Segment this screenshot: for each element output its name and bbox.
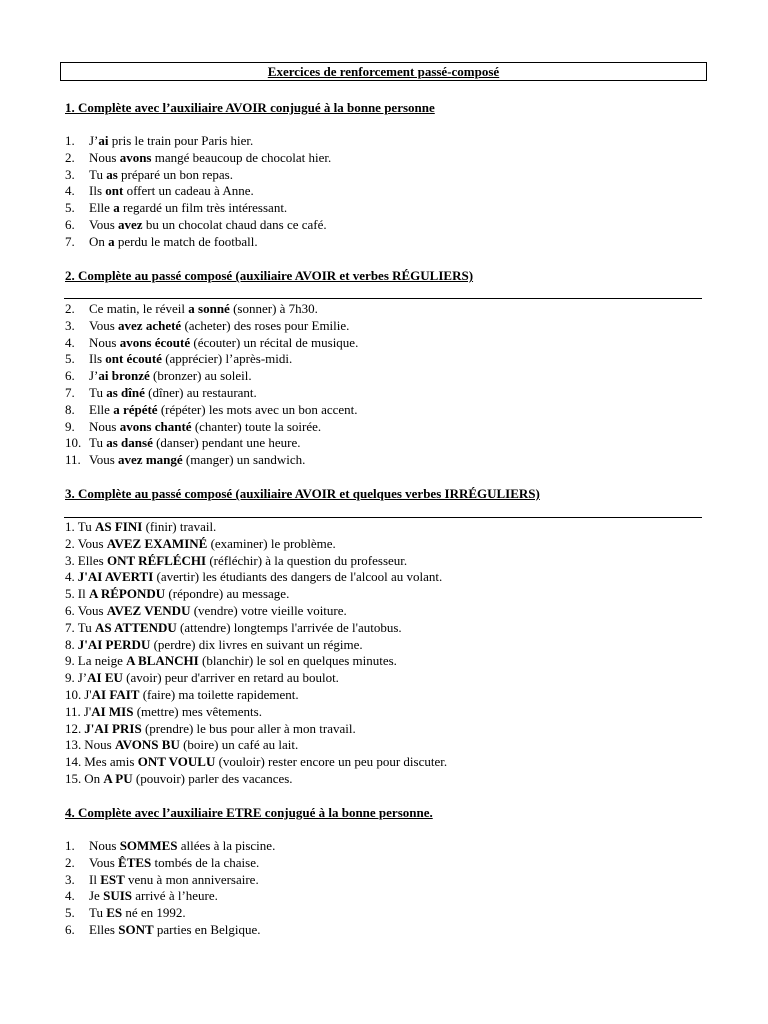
item-number: 8. [65, 401, 75, 417]
item-text-before: Tu [77, 619, 95, 635]
exercise-item [65, 754, 447, 771]
item-answer: A PU [103, 770, 133, 786]
item-number: 9. [65, 670, 75, 686]
item-text-after: préparé un bon repas. [117, 166, 233, 182]
exercise-item [65, 519, 447, 536]
item-number: 4. [65, 569, 75, 585]
item-text-before: Il [89, 871, 101, 887]
item-number: 9. [65, 418, 75, 434]
item-answer: as dansé [106, 435, 153, 451]
item-text-after: (blanchir) le sol en quelques minutes. [198, 653, 397, 669]
item-text-after: (dîner) au restaurant. [144, 384, 257, 400]
exercise-item [65, 637, 447, 654]
item-number: 2. [65, 301, 75, 316]
item-text-after: parties en Belgique. [153, 921, 261, 937]
item-answer: avons chanté [119, 418, 192, 434]
item-number: 7. [65, 233, 75, 249]
item-number: 7. [65, 619, 75, 635]
exercise-item [65, 536, 447, 553]
item-answer: J'AI AVERTI [77, 569, 154, 585]
item-text-before: Tu [89, 435, 107, 451]
answer-line [64, 517, 702, 518]
exercise-item [65, 872, 275, 889]
exercise-item [65, 419, 358, 436]
section-1-heading: 1. Complète avec l’auxiliaire AVOIR conjugué à la bonne personne [65, 100, 435, 115]
exercise-item [65, 301, 358, 318]
exercise-item [65, 620, 447, 637]
item-answer: SONT [118, 921, 154, 937]
exercise-item [65, 200, 331, 217]
item-number: 1. [65, 133, 75, 148]
item-number: 7. [65, 384, 75, 400]
item-number: 1. [65, 838, 75, 853]
item-text-after: (vendre) votre vieille voiture. [190, 602, 347, 618]
item-text-before: Tu [89, 905, 107, 921]
item-text-after: (danser) pendant une heure. [152, 435, 301, 451]
item-text-before: J’ [89, 368, 99, 384]
exercise-item [65, 150, 331, 167]
item-answer: A BLANCHI [126, 653, 199, 669]
item-answer: avons [119, 149, 152, 165]
item-text-after: arrivé à l’heure. [132, 888, 218, 904]
item-text-before: Ce matin, le réveil [89, 301, 189, 316]
item-number: 6. [65, 921, 75, 937]
item-number: 6. [65, 216, 75, 232]
item-text-before: J’ [77, 670, 88, 686]
item-text-after: (perdre) dix livres en suivant un régime. [150, 636, 363, 652]
section-4-heading: 4. Complète avec l’auxiliaire ETRE conjugué à la bonne personne. [65, 805, 433, 820]
item-text-after: tombés de la chaise. [151, 854, 260, 870]
exercise-item [65, 385, 358, 402]
item-number: 2. [65, 854, 75, 870]
section-3-heading: 3. Complète au passé composé (auxiliaire AVOIR et quelques verbes IRRÉGULIERS) [65, 486, 540, 501]
exercise-item [65, 183, 331, 200]
item-answer: AVONS BU [114, 737, 180, 753]
item-text-before: Tu [89, 384, 107, 400]
item-answer: SOMMES [119, 838, 178, 853]
item-number: 1. [65, 519, 75, 534]
item-text-before: Il [77, 586, 89, 602]
item-number: 3. [65, 317, 75, 333]
section-1-list [65, 133, 331, 251]
exercise-item [65, 167, 331, 184]
item-number: 9. [65, 653, 75, 669]
exercise-item [65, 838, 275, 855]
item-number: 5. [65, 200, 75, 216]
item-answer: ES [106, 905, 123, 921]
item-text-before: Elle [89, 200, 114, 216]
page-title: Exercices de renforcement passé-composé [267, 64, 500, 79]
exercise-item [65, 335, 358, 352]
exercise-item [65, 368, 358, 385]
item-answer: avez acheté [118, 317, 182, 333]
item-text-before: J' [84, 686, 92, 702]
item-text-before: Vous [77, 535, 107, 551]
item-text-after: (répéter) les mots avec un bon accent. [157, 401, 358, 417]
exercise-item [65, 133, 331, 150]
section-2-heading: 2. Complète au passé composé (auxiliaire AVOIR et verbes RÉGULIERS) [65, 268, 474, 283]
item-text-after: (examiner) le problème. [207, 535, 336, 551]
item-text-after: (sonner) à 7h30. [229, 301, 318, 316]
item-text-after: bu un chocolat chaud dans ce café. [142, 216, 327, 232]
item-text-before: Elles [77, 552, 107, 568]
item-answer: AS FINI [94, 519, 143, 534]
item-answer: a répété [113, 401, 158, 417]
item-text-before: Tu [89, 166, 107, 182]
exercise-item [65, 452, 358, 469]
exercise-item [65, 603, 447, 620]
item-answer: ai [98, 133, 109, 148]
item-text-before: Vous [77, 602, 107, 618]
item-answer: AI MIS [91, 703, 134, 719]
item-number: 15. [65, 770, 82, 786]
item-number: 10. [65, 686, 82, 702]
exercise-item [65, 553, 447, 570]
item-answer: J'AI PERDU [77, 636, 151, 652]
exercise-item [65, 318, 358, 335]
item-text-after: allées à la piscine. [177, 838, 276, 853]
item-number: 13. [65, 737, 82, 753]
item-answer: A RÉPONDU [88, 586, 166, 602]
item-text-before: Vous [89, 452, 119, 468]
item-answer: ONT VOULU [137, 754, 216, 770]
item-text-before: Tu [77, 519, 95, 534]
exercise-item [65, 586, 447, 603]
item-answer: ont [105, 183, 124, 199]
item-answer: EST [100, 871, 125, 887]
item-text-before: Nous [89, 149, 120, 165]
exercise-item [65, 234, 331, 251]
item-number: 5. [65, 586, 75, 602]
item-text-after: offert un cadeau à Anne. [123, 183, 254, 199]
item-text-after: né en 1992. [122, 905, 186, 921]
item-answer: J'AI PRIS [84, 720, 142, 736]
item-number: 2. [65, 535, 75, 551]
item-text-before: Ils [89, 351, 106, 367]
item-number: 3. [65, 871, 75, 887]
item-answer: ai bronzé [98, 368, 150, 384]
exercise-item [65, 721, 447, 738]
item-number: 6. [65, 602, 75, 618]
item-text-after: (attendre) longtemps l'arrivée de l'autobus. [176, 619, 402, 635]
item-answer: a sonné [188, 301, 230, 316]
exercise-item [65, 888, 275, 905]
item-answer: ont écouté [105, 351, 162, 367]
item-text-after: (finir) travail. [142, 519, 217, 534]
item-text-after: (prendre) le bus pour aller à mon travail. [141, 720, 356, 736]
item-text-before: Elles [89, 921, 119, 937]
item-text-before: Vous [89, 317, 119, 333]
item-text-before: Nous [89, 334, 120, 350]
exercise-item [65, 670, 447, 687]
item-number: 4. [65, 183, 75, 199]
item-text-after: (avoir) peur d'arriver en retard au boulot. [122, 670, 339, 686]
item-text-after: venu à mon anniversaire. [124, 871, 259, 887]
item-number: 11. [65, 452, 81, 468]
item-text-after: (faire) ma toilette rapidement. [139, 686, 299, 702]
item-number: 3. [65, 552, 75, 568]
item-text-after: regardé un film très intéressant. [119, 200, 288, 216]
item-answer: as dîné [106, 384, 145, 400]
section-3-list [65, 519, 447, 788]
item-number: 11. [65, 703, 81, 719]
item-text-after: perdu le match de football. [114, 233, 258, 249]
item-text-before: On [89, 233, 109, 249]
section-2-list [65, 301, 358, 469]
item-text-after: (réfléchir) à la question du professeur. [206, 552, 408, 568]
item-text-before: J' [83, 703, 92, 719]
exercise-item [65, 351, 358, 368]
exercise-item [65, 653, 447, 670]
exercise-item [65, 217, 331, 234]
item-text-before: Mes amis [84, 754, 138, 770]
item-number: 14. [65, 754, 82, 770]
exercise-item [65, 687, 447, 704]
item-number: 6. [65, 368, 75, 384]
item-text-before: J’ [89, 133, 99, 148]
item-text-before: Ils [89, 183, 106, 199]
item-text-before: Vous [89, 216, 119, 232]
item-answer: AI EU [87, 670, 123, 686]
exercise-item [65, 737, 447, 754]
item-answer: AVEZ VENDU [106, 602, 191, 618]
item-text-after: (bronzer) au soleil. [149, 368, 252, 384]
item-number: 2. [65, 149, 75, 165]
item-text-after: mangé beaucoup de chocolat hier. [151, 149, 332, 165]
item-text-before: On [84, 770, 104, 786]
item-answer: AI FAIT [91, 686, 140, 702]
item-number: 12. [65, 720, 82, 736]
item-text-after: (apprécier) l’après-midi. [161, 351, 293, 367]
item-answer: AVEZ EXAMINÉ [106, 535, 208, 551]
item-answer: ONT RÉFLÉCHI [107, 552, 207, 568]
exercise-item [65, 771, 447, 788]
exercise-item [65, 704, 447, 721]
item-text-after: (mettre) mes vêtements. [133, 703, 262, 719]
item-answer: avez [118, 216, 143, 232]
item-text-before: Vous [89, 854, 119, 870]
item-number: 10. [65, 435, 82, 451]
item-text-after: (manger) un sandwich. [182, 452, 306, 468]
item-text-after: (boire) un café au lait. [179, 737, 299, 753]
item-text-before: La neige [77, 653, 127, 669]
item-text-before: Nous [89, 838, 120, 853]
item-number: 5. [65, 351, 75, 367]
item-answer: as [106, 166, 118, 182]
item-text-before: Nous [84, 737, 115, 753]
item-number: 3. [65, 166, 75, 182]
item-answer: SUIS [103, 888, 133, 904]
item-answer: avez mangé [118, 452, 183, 468]
exercise-item [65, 435, 358, 452]
item-text-before: Je [89, 888, 104, 904]
item-answer: a [108, 233, 115, 249]
item-answer: AS ATTENDU [94, 619, 177, 635]
exercise-item [65, 402, 358, 419]
item-text-after: (acheter) des roses pour Emilie. [181, 317, 350, 333]
item-text-before: Elle [89, 401, 114, 417]
item-text-after: (vouloir) rester encore un peu pour discuter. [215, 754, 448, 770]
item-text-after: pris le train pour Paris hier. [108, 133, 254, 148]
item-text-after: (avertir) les étudiants des dangers de l'alcool au volant. [153, 569, 443, 585]
exercise-item [65, 569, 447, 586]
item-text-after: (écouter) un récital de musique. [190, 334, 359, 350]
item-text-after: (pouvoir) parler des vacances. [132, 770, 293, 786]
item-number: 8. [65, 636, 75, 652]
item-text-before: Nous [89, 418, 120, 434]
title-box [60, 62, 707, 81]
exercise-item [65, 905, 275, 922]
item-number: 5. [65, 905, 75, 921]
item-number: 4. [65, 888, 75, 904]
item-text-after: (chanter) toute la soirée. [191, 418, 322, 434]
item-text-after: (répondre) au message. [165, 586, 290, 602]
exercise-item [65, 922, 275, 939]
answer-line [64, 298, 702, 299]
item-answer: avons écouté [119, 334, 191, 350]
section-4-list [65, 838, 275, 939]
item-answer: ÊTES [118, 854, 152, 870]
exercise-item [65, 855, 275, 872]
item-number: 4. [65, 334, 75, 350]
item-answer: a [113, 200, 120, 216]
